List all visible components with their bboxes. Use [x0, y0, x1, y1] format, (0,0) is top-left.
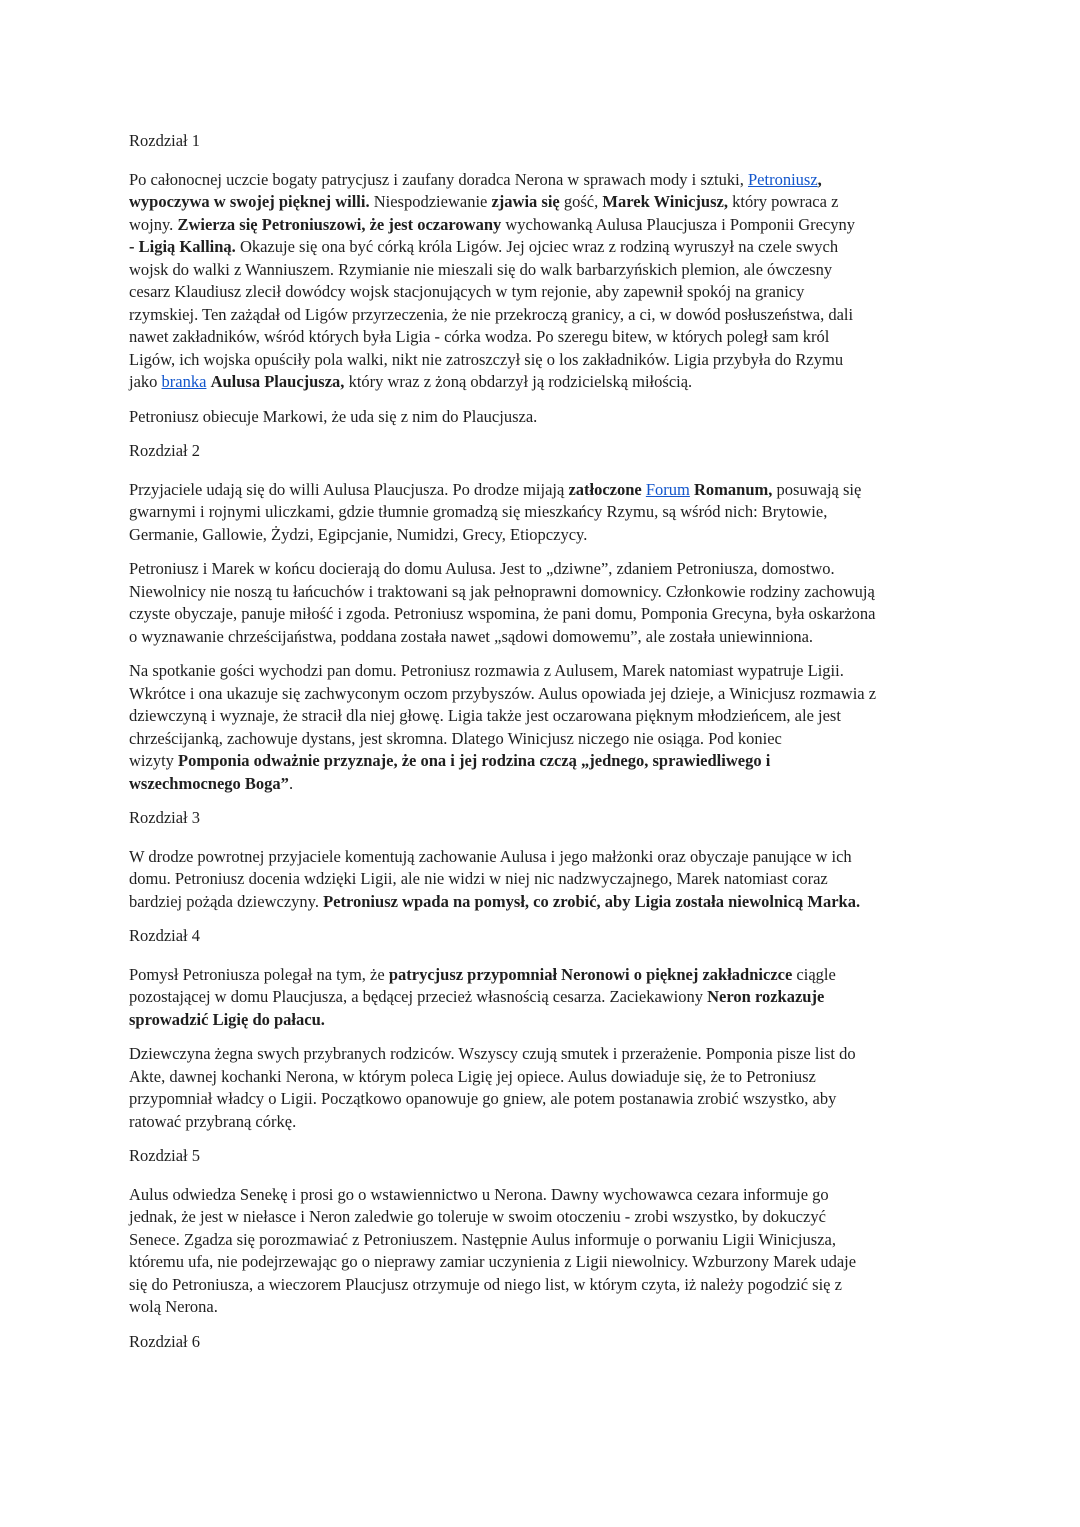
- paragraph: [129, 964, 951, 1032]
- text-run: który powraca z wojny.: [129, 192, 839, 234]
- bold-text: Romanum,: [694, 479, 773, 499]
- text-run: wychowanką Aulusa Plaucjusza i Pomponii Grecyny: [501, 214, 856, 234]
- bold-text: zjawia się: [491, 192, 560, 211]
- paragraph: [129, 846, 951, 914]
- text-run: W drodze powrotnej przyjaciele komentują zachowanie Aulusa i jego małżonki oraz obyczaje panujące w ich domu. Petroniusz docenia wdzięki Ligii, ale nie widzi w niej nic nadzwyczajnego, Marek natomiast coraz bardziej pożąda dziewczyny.: [129, 846, 852, 911]
- bold-text: Marek Winicjusz,: [602, 192, 728, 211]
- bold-text: Aulusa Plaucjusza,: [210, 372, 345, 391]
- chapter-heading: Rozdział 3: [129, 808, 201, 827]
- bold-text: Neron rozkazuje sprowadzić Ligię do pałacu.: [129, 987, 825, 1029]
- text-run: Petroniusz i Marek w końcu docierają do domu Aulusa. Jest to „dziwne”, zdaniem Petroniusza, domostwo. Niewolnicy nie noszą tu łańcuchów i traktowani są jak pełnoprawni domownicy. Członkowie rodziny zachowują czyste obyczaje, panuje miłość i zgoda. Petroniusz wspomina, że pani domu, Pomponia Grecyna, była oskarżona o wyznawanie chrześcijaństwa, poddana została nawet „sądowi domowemu”, ale została uniewinniona.: [129, 559, 876, 646]
- text-run: Po całonocnej uczcie bogaty patrycjusz i zaufany doradca Nerona w sprawach mody i sztuki,: [129, 169, 748, 189]
- paragraph: [129, 1043, 951, 1133]
- bold-text: - Ligią Kalliną.: [129, 237, 236, 256]
- paragraph: [129, 479, 951, 547]
- chapter-heading: Rozdział 4: [129, 926, 201, 945]
- text-run: Pomysł Petroniusza polegał na tym, że: [129, 964, 389, 984]
- paragraph: [129, 169, 951, 394]
- text-run: Przyjaciele udają się do willi Aulusa Plaucjusza. Po drodze mijają: [129, 479, 569, 499]
- chapter-heading: Rozdział 5: [129, 1146, 201, 1165]
- paragraph: [129, 406, 951, 429]
- chapter-heading: Rozdział 2: [129, 441, 201, 460]
- bold-text: Pomponia odważnie przyznaje, że ona i jej rodzina czczą „jednego, sprawiedliwego i wszechmocnego Boga”: [129, 751, 771, 793]
- text-run: ciągle pozostającej w domu Plaucjusza, a będącej przecież własnością cesarza. Zaciekawiony: [129, 964, 836, 1006]
- text-run: Na spotkanie gości wychodzi pan domu. Petroniusz rozmawia z Aulusem, Marek natomiast wypatruje Ligii. Wkrótce i ona ukazuje się zachwyconym oczom przybyszów. Aulus opowiada jej dzieje, a Winicjusz rozmawia z dziewczyną i wyznaje, że stracił dla niej głowę. Ligia także jest oczarowana pięknym młodzieńcem, ale jest chrześcijanką, zachowuje dystans, jest skromna. Dlatego Winicjusz niczego nie osiąga. Pod koniec wizyty: [129, 661, 877, 770]
- hyperlink[interactable]: Forum: [645, 479, 690, 499]
- paragraph: [129, 1184, 951, 1319]
- chapter-heading: Rozdział 6: [129, 1331, 201, 1351]
- text-run: gość,: [559, 192, 603, 211]
- text-run: który wraz z żoną obdarzył ją rodzicielską miłością.: [344, 372, 693, 391]
- text-run: posuwają się gwarnymi i rojnymi uliczkami, gdzie tłumnie gromadzą się mieszkańcy Rzymu, są wśród nich: Brytowie, Germanie, Gallowie, Żydzi, Egipcjanie, Numidzi, Grecy, Etiopczycy.: [129, 479, 862, 544]
- hyperlink[interactable]: Petroniusz: [747, 169, 818, 189]
- document-page: [129, 130, 951, 1369]
- text-run: Dziewczyna żegna swych przybranych rodziców. Wszyscy czują smutek i przerażenie. Pomponia pisze list do Akte, dawnej kochanki Nerona, w którym poleca Ligię jej opiece. Aulus dowiaduje się, że to Petroniusz przypomniał władcy o Ligii. Początkowo opanowuje go gniew, ale potem postanawia zrobić wszystko, aby ratować przybraną córkę.: [129, 1044, 856, 1131]
- text-run: Petroniusz obiecuje Markowi, że uda się z nim do Plaucjusza.: [129, 406, 538, 426]
- paragraph: [129, 558, 951, 648]
- paragraph: [129, 660, 951, 795]
- bold-text: zatłoczone: [568, 479, 642, 499]
- bold-text: Zwierza się Petroniuszowi, że jest oczarowany: [177, 214, 502, 234]
- bold-text: Petroniusz wpada na pomysł, co zrobić, aby Ligia została niewolnicą Marka.: [323, 891, 861, 911]
- bold-text: patrycjusz przypomniał Neronowi o pięknej zakładniczce: [388, 964, 793, 984]
- text-run: Aulus odwiedza Senekę i prosi go o wstawiennictwo u Nerona. Dawny wychowawca cezara informuje go jednak, że jest w niełasce i Neron zaledwie go toleruje w swoim otoczeniu - zrobi wszystko, by dokuczyć Senece. Zgadza się porozmawiać z Petroniuszem. Następnie Aulus informuje o porwaniu Ligii Winicjusza, któremu ufa, nie podejrzewając go o nieprawy zamiar uczynienia z Ligii niewolnicy. Wzburzony Marek udaje się do Petroniusza, a wieczorem Plaucjusz otrzymuje od niego list, w którym czyta, iż należy pogodzić się z wolą Nerona.: [129, 1184, 857, 1316]
- text-run: Okazuje się ona być córką króla Ligów. Jej ojciec wraz z rodziną wyruszył na czele swych wojsk do walki z Wanniuszem. Rzymianie nie mieszali się do walk barbarzyńskich plemion, ale ówczesny cesarz Klaudiusz zlecił dowódcy wojsk stacjonujących w tym rejonie, aby zapewnił spokój na granicy rzymskiej. Ten zażądał od Ligów przyrzeczenia, że nie przekroczą granicy, a ci, w dowód posłuszeństwa, dali nawet zakładników, wśród których była Ligia - córka wodza. Po szeregu bitew, w których poległ sam król Ligów, ich wojska opuściły pola walki, nikt nie zatroszczył się o los zakładników. Ligia przybyła do Rzymu jako: [129, 237, 854, 391]
- text-run: .: [288, 773, 294, 793]
- text-run: Niespodziewanie: [369, 192, 492, 211]
- bold-text: , wypoczywa w swojej pięknej willi.: [129, 169, 822, 211]
- chapter-heading: Rozdział 1: [129, 131, 201, 150]
- hyperlink[interactable]: branka: [161, 372, 207, 391]
